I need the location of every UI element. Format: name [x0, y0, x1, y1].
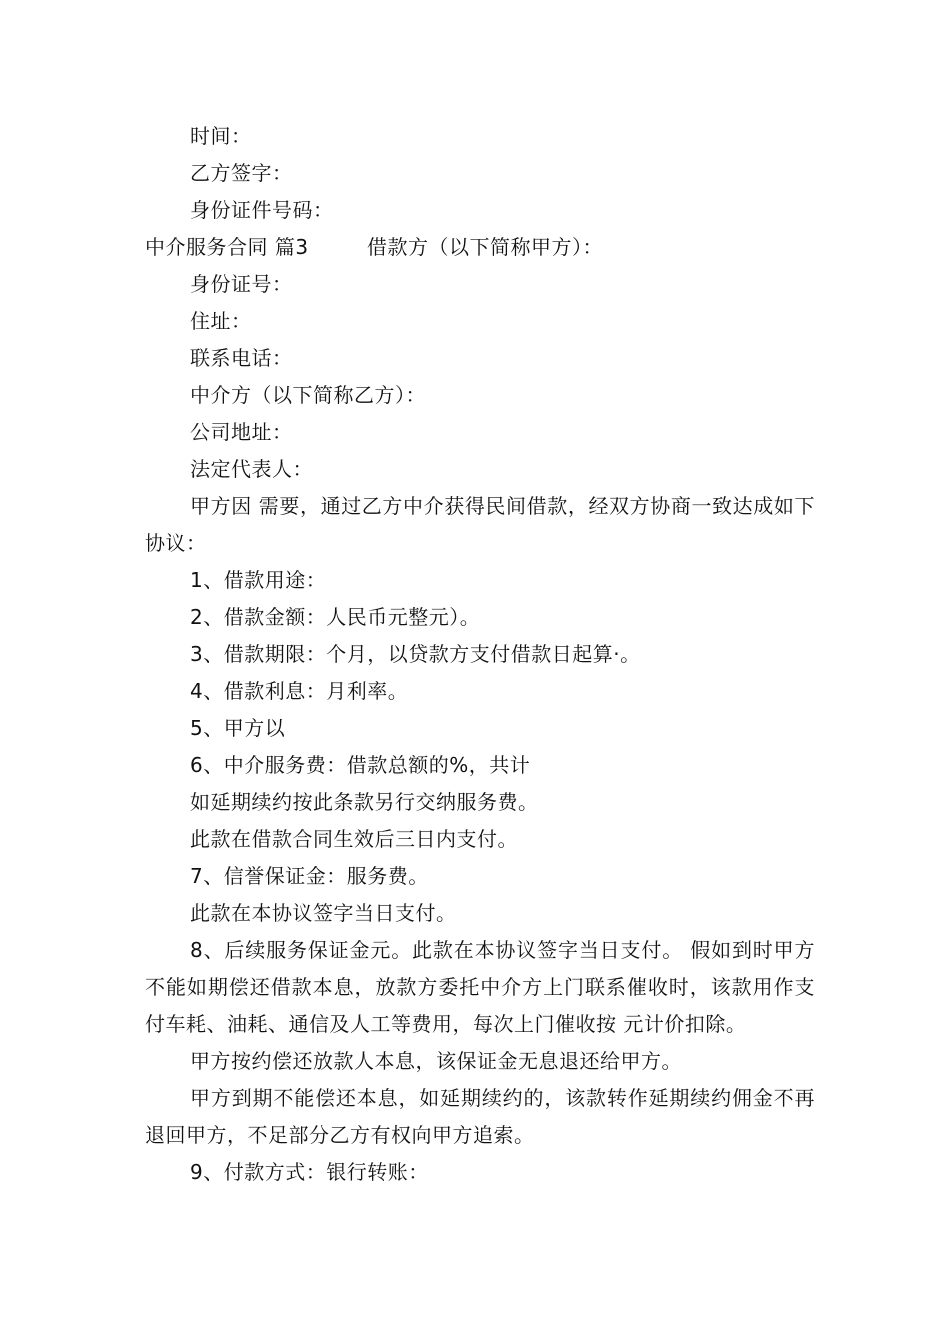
address-line: 住址： [190, 309, 252, 333]
item-7-note: 此款在本协议签字当日支付。 [190, 901, 457, 925]
legal-rep-line: 法定代表人： [190, 457, 313, 481]
item-2: 2、借款金额：人民币元整元）。 [190, 605, 481, 629]
item-7: 7、信誉保证金：服务费。 [190, 864, 429, 888]
id-card-line: 身份证号： [190, 272, 293, 296]
id-number-line: 身份证件号码： [190, 198, 334, 222]
borrower-line: 借款方（以下简称甲方）： [367, 235, 603, 259]
item-8-note-2: 甲方到期不能偿还本息，如延期续约的，该款转作延期续约佣金不再退回甲方，不足部分乙方有权向甲方追索。 [145, 1086, 815, 1147]
item-6: 6、中介服务费：借款总额的%，共计 [190, 753, 531, 777]
party-b-signature-line: 乙方签字： [190, 161, 293, 185]
item-9: 9、付款方式：银行转账： [190, 1160, 429, 1184]
item-6-note-2: 此款在借款合同生效后三日内支付。 [190, 827, 518, 851]
item-6-note-1: 如延期续约按此条款另行交纳服务费。 [190, 790, 539, 814]
item-8-paragraph: 8、后续服务保证金元。此款在本协议签字当日支付。 假如到时甲方不能如期偿还借款本息，放款方委托中介方上门联系催收时，该款用作支付车耗、油耗、通信及人工等费用，每次上门催收按 元计价扣除。 [145, 938, 815, 1036]
time-line: 时间： [190, 124, 252, 148]
item-3: 3、借款期限：个月，以贷款方支付借款日起算·。 [190, 642, 641, 666]
document-body [145, 118, 815, 1191]
intermediary-line: 中介方（以下简称乙方）： [190, 383, 426, 407]
intro-paragraph: 甲方因 需要，通过乙方中介获得民间借款，经双方协商一致达成如下协议： [145, 494, 815, 555]
phone-line: 联系电话： [190, 346, 293, 370]
section-heading-row [145, 229, 815, 266]
item-4: 4、借款利息：月利率。 [190, 679, 409, 703]
item-1: 1、借款用途： [190, 568, 327, 592]
item-5: 5、甲方以 [190, 716, 286, 740]
company-address-line: 公司地址： [190, 420, 293, 444]
section-title: 中介服务合同 篇3 [145, 235, 309, 259]
item-8-note-1: 甲方按约偿还放款人本息，该保证金无息退还给甲方。 [190, 1049, 682, 1073]
